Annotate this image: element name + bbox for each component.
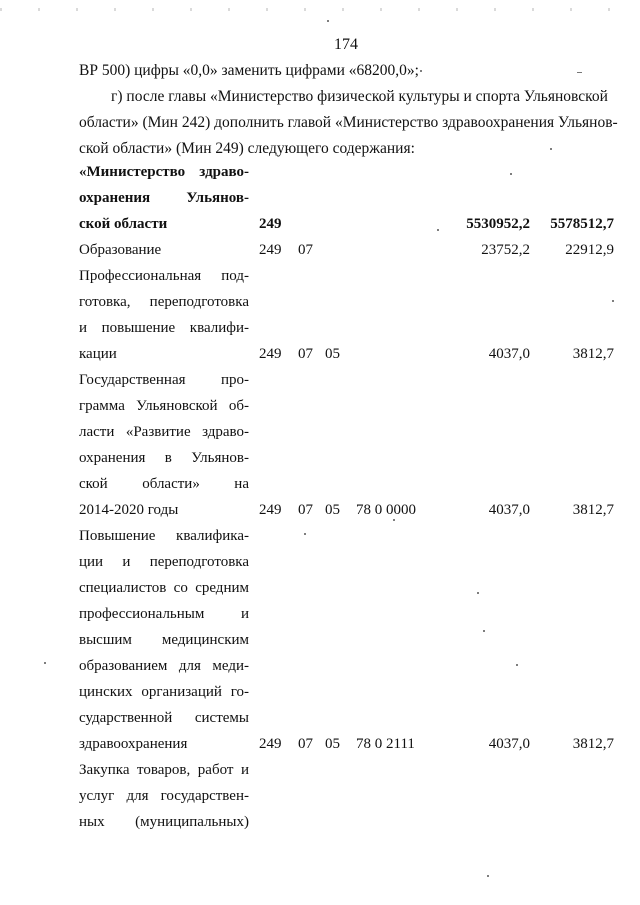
cell-min: 249 <box>259 242 282 258</box>
scan-speck <box>420 70 422 72</box>
row-name-line: образованием для меди- <box>79 658 249 674</box>
row-name-line: сударственной системы <box>79 710 249 726</box>
row-name-line: услуг для государствен- <box>79 788 249 804</box>
row-name-line: 2014-2020 годы <box>79 502 179 518</box>
paragraph-line: г) после главы «Министерство физической культуры и спорта Ульяновской <box>111 88 608 105</box>
intro-line: ВР 500) цифры «0,0» заменить цифрами «68200,0»; <box>79 62 419 79</box>
cell-sum-1: 23752,2 <box>481 242 530 258</box>
scan-speck <box>437 229 439 231</box>
row-name-line: «Министерство здраво- <box>79 164 249 180</box>
scan-speck <box>550 148 552 150</box>
row-name-line: профессиональным и <box>79 606 249 622</box>
row-name-line: Профессиональная под- <box>79 268 249 284</box>
row-name-line: Государственная про- <box>79 372 249 388</box>
cell-sum-2: 3812,7 <box>572 736 614 752</box>
cell-rz: 07 <box>298 346 313 362</box>
cell-pr: 05 <box>325 346 340 362</box>
row-name-line: охранения в Ульянов- <box>79 450 249 466</box>
cell-csr: 78 0 0000 <box>356 502 416 518</box>
cell-pr: 05 <box>325 502 340 518</box>
cell-min: 249 <box>259 216 282 232</box>
scan-speck <box>516 664 518 666</box>
row-name-line: ласти «Развитие здраво- <box>79 424 249 440</box>
cell-rz: 07 <box>298 502 313 518</box>
row-name-line: ции и переподготовка <box>79 554 249 570</box>
row-name-line: ской области» на <box>79 476 249 492</box>
cell-sum-1: 4037,0 <box>488 502 530 518</box>
row-name-line: Образование <box>79 242 162 258</box>
scan-noise <box>0 8 640 11</box>
row-name-line: ных (муниципальных) <box>79 814 249 830</box>
cell-sum-2: 3812,7 <box>572 346 614 362</box>
row-name-line: высшим медицинским <box>79 632 249 648</box>
row-name-line: Повышение квалифика- <box>79 528 249 544</box>
row-name-line: охранения Ульянов- <box>79 190 249 206</box>
row-name-line: и повышение квалифи- <box>79 320 249 336</box>
cell-min: 249 <box>259 346 282 362</box>
cell-sum-1: 4037,0 <box>488 736 530 752</box>
cell-min: 249 <box>259 502 282 518</box>
row-name-line: здравоохранения <box>79 736 188 752</box>
row-name-line: цинских организаций го- <box>79 684 249 700</box>
scan-speck <box>510 173 512 175</box>
scan-speck <box>304 533 306 535</box>
row-name-line: ской области <box>79 216 168 232</box>
row-name-line: грамма Ульяновской об- <box>79 398 249 414</box>
row-name-line: Закупка товаров, работ и <box>79 762 249 778</box>
scan-speck <box>483 630 485 632</box>
scan-speck <box>327 20 329 22</box>
cell-csr: 78 0 2111 <box>356 736 415 752</box>
cell-sum-2: 3812,7 <box>572 502 614 518</box>
cell-rz: 07 <box>298 736 313 752</box>
scan-speck <box>577 72 582 73</box>
scan-speck <box>393 519 395 521</box>
scan-speck <box>612 300 614 302</box>
paragraph-line: области» (Мин 242) дополнить главой «Министерство здравоохранения Ульянов- <box>79 114 618 131</box>
row-name-line: кации <box>79 346 117 362</box>
cell-min: 249 <box>259 736 282 752</box>
cell-sum-2: 5578512,7 <box>550 216 614 232</box>
paragraph-line: ской области» (Мин 249) следующего содержания: <box>79 140 415 157</box>
row-name-line: готовка, переподготовка <box>79 294 249 310</box>
scan-speck <box>487 875 489 877</box>
cell-pr: 05 <box>325 736 340 752</box>
scan-speck <box>477 592 479 594</box>
cell-sum-1: 4037,0 <box>488 346 530 362</box>
cell-sum-2: 22912,9 <box>565 242 614 258</box>
row-name-line: специалистов со средним <box>79 580 249 596</box>
scan-speck <box>44 662 46 664</box>
cell-sum-1: 5530952,2 <box>466 216 530 232</box>
cell-rz: 07 <box>298 242 313 258</box>
page-number: 174 <box>334 36 358 53</box>
